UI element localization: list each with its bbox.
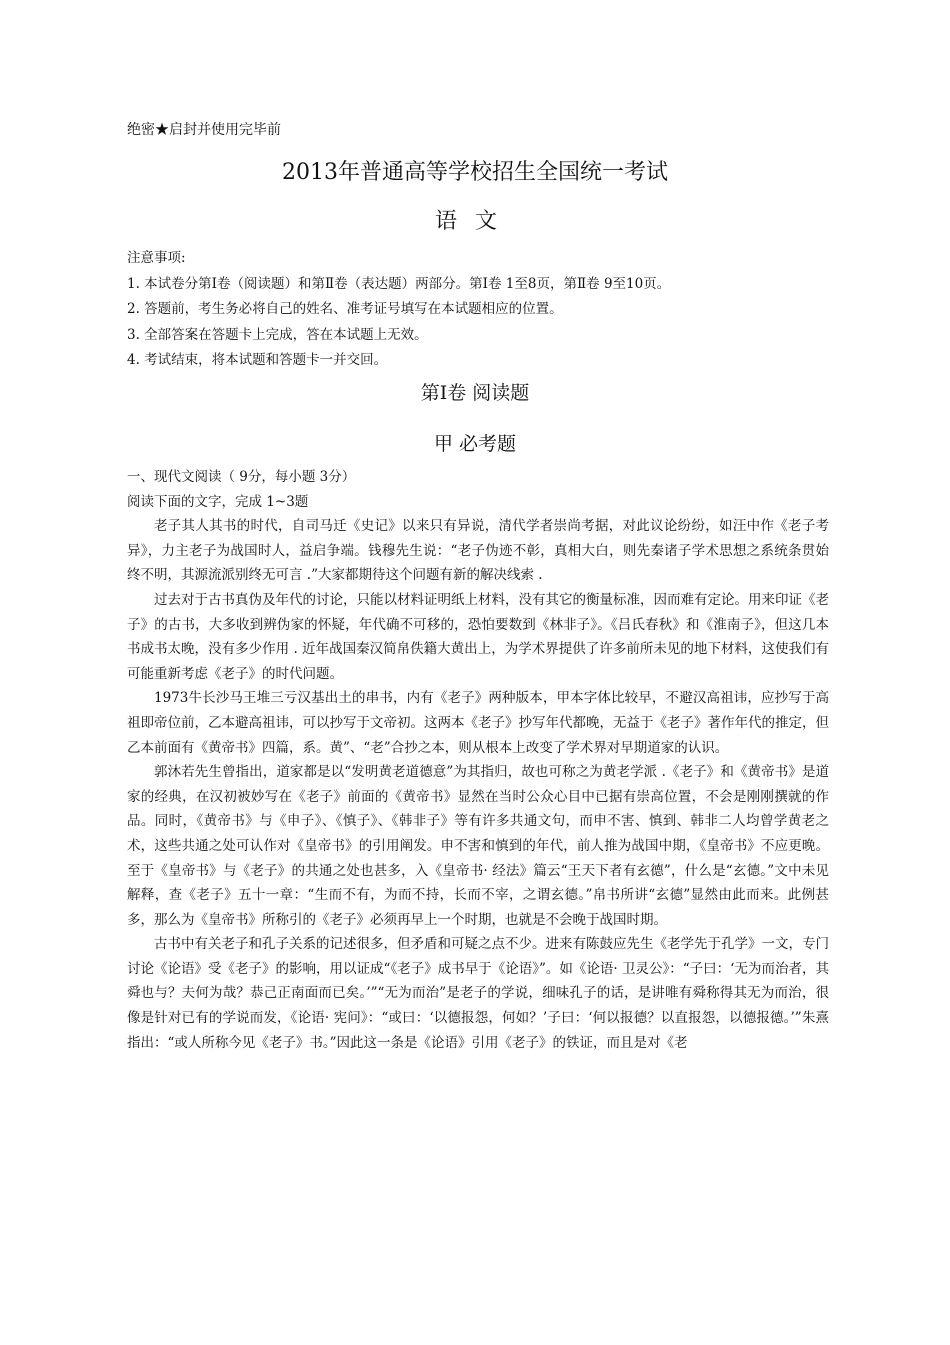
notes-block	[127, 246, 847, 374]
paragraph: 老子其人其书的时代，自司马迁《史记》以来只有异说，清代学者崇尚考据，对此议论纷纷，如汪中作《老子考异》，力主老子为战国时人，益启争端。钱穆先生说：“老子伪迹不彰，真相大白，则先秦诸子学术思想之系统条贯始终不明，其源流派别终无可言 .”大家都期待这个问题有新的解决线索 .	[127, 518, 829, 584]
paragraph: 古书中有关老子和孔子关系的记述很多，但矛盾和可疑之点不少。进来有陈鼓应先生《老学先于孔学》一文，专门讨论《论语》受《老子》的影响，用以证成“《老子》成书早于《论语》”。如《论语· 卫灵公》：“子曰：‘无为而治者，其舜也与？夫何为哉？恭己正南面而已矣。’”“无为而治”是老子的学说，细味孔子的话，是讲唯有舜称得其无为而治，很像是针对已有的学说而发，《论语· 宪问》：“或曰：‘以德报怨，何如？’子曰：‘何以报德？以直报怨，以德报德。’”朱熹指出：“或人所称今见《老子》书。”因此这一条是《论语》引用《老子》的铁证，而且是对《老	[127, 936, 829, 1051]
volume-heading: 第Ⅰ卷 阅读题	[420, 382, 530, 404]
paragraph: 过去对于古书真伪及年代的讨论，只能以材料证明纸上材料，没有其它的衡量标准，因而难有定论。用来印证《老子》的古书，大多收到辨伪家的怀疑，年代确不可移的，恐怕要数到《林非子》。《吕氏春秋》和《淮南子》，但这几本书成书太晚，没有多少作用 . 近年战国秦汉简帛佚籍大黄出上，为学术界提供了许多前所未见的地下材料，这使我们有可能重新考虑《老子》的时代问题。	[127, 591, 829, 682]
reading-instruction: 阅读下面的文字，完成 1~3题	[127, 493, 309, 510]
note-item: 4. 考试结束，将本试题和答题卡一并交回。	[127, 352, 388, 368]
subject-title: 语文	[434, 209, 515, 234]
note-item: 3. 全部答案在答题卡上完成，答在本试题上无效。	[127, 326, 428, 343]
paragraph: 郭沐若先生曾指出，道家都是以“发明黄老道德意”为其指归，故也可称之为黄老学派 .《老子》和《黄帝书》是道家的经典，在汉初被妙写在《老子》前面的《黄帝书》显然在当时公众心目中已据有崇高位置，不会是刚刚撰就的作品。同时，《黄帝书》与《申子》、《慎子》、《韩非子》等有许多共通文句，而申不害、慎到、韩非二人均曾学黄老之术，这些共通之处可认作对《皇帝书》的引用阐发。申不害和慎到的年代，前人推为战国中期，《皇帝书》不应更晚。至于《皇帝书》与《老子》的共通之处也甚多，入《皇帝书· 经法》篇云“王天下者有玄德”，什么是“玄德。”文中未见解释，查《老子》五十一章：“生而不有，为而不持，长而不宰，之谓玄德。”帛书所讲“玄德”显然由此而来。此例甚多，那么为《皇帝书》所称引的《老子》必须再早上一个时期，也就是不会晚于战国时期。	[127, 764, 829, 928]
paragraph: 1973牛长沙马王堆三亏汉基出土的串书，内有《老子》两种版本，甲本字体比较早，不避汉高祖讳，应抄写于高祖即帝位前，乙本避高祖讳，可以抄写于文帝初。这两本《老子》抄写年代都晚，无益于《老子》著作年代的推定，但乙本前面有《黄帝书》四篇，系。黄”、“老”合抄之本，则从根本上改变了学术界对早期道家的认识。	[127, 690, 829, 756]
notes-heading: 注意事项:	[127, 250, 186, 266]
note-item: 2. 答题前，考生务必将自己的姓名、准考证号填写在本试题相应的位置。	[127, 301, 563, 317]
question-title: 一、现代文阅读（ 9分，每小题 3分）	[127, 469, 356, 485]
note-item: 1. 本试卷分第Ⅰ卷（阅读题）和第Ⅱ卷（表达题）两部分。第Ⅰ卷 1至8页，第Ⅱ卷 9至10页。	[127, 275, 671, 292]
part-heading: 甲 必考题	[433, 433, 517, 455]
reading-section	[127, 465, 829, 1055]
confidential-notice: 绝密★启封并使用完毕前	[127, 122, 281, 138]
exam-title: 2013年普通高等学校招生全国统一考试	[282, 160, 668, 185]
